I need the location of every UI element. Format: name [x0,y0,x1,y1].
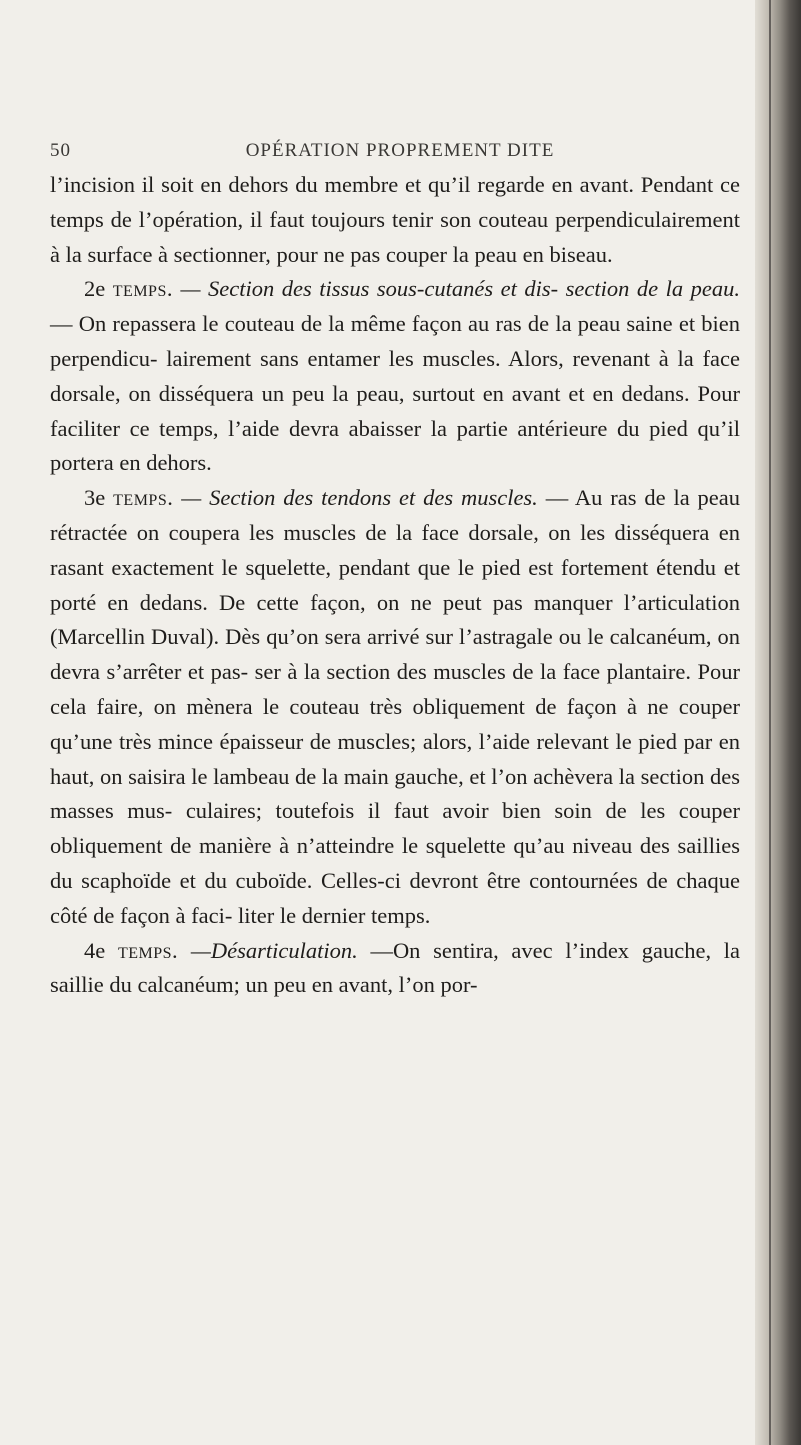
step-body-2: — On repassera le couteau de la même façon au ras de la peau saine et bien perpendicu- lairement sans entamer les muscles. Alors, revenant à la face dorsale, on disséquera un peu la peau, surtout en avant et en dedans. Pour faciliter ce temps, l’aide devra abaisser la partie antérieure du pied qu’il portera en dehors. [50,311,740,476]
step-number-4: 4e [84,937,106,963]
page-binding-line [769,0,771,1445]
page-edge-shadow [755,0,801,1445]
step-label-4: temps. [117,937,179,963]
step-title-2: — Section des tissus sous-cutanés et dis- section de la peau. [180,276,741,302]
step-label-2: temps. [112,276,173,302]
step-title-4: —Désarticulation. [190,937,358,963]
body-text [50,168,740,1003]
running-head: OPÉRATION PROPREMENT DITE [245,140,555,161]
step-title-3: — Section des tendons et des muscles. [181,485,538,511]
step-number-2: 2e [84,276,106,302]
paragraph-2 [50,272,740,481]
step-number-3: 3e [84,485,106,511]
page-header [50,140,750,168]
paragraph-1 [50,168,740,272]
paragraph-3 [50,481,740,933]
paragraph-4 [50,934,740,1004]
paragraph-1-text: l’incision il soit en dehors du membre et qu’il regarde en avant. Pendant ce temps de l’opération, il faut toujours tenir son couteau perpendiculairement à la surface à sectionner, pour ne pas couper la peau en biseau. [50,172,740,267]
step-body-3: — Au ras de la peau rétractée on coupera les muscles de la face dorsale, on les disséquera en rasant exactement le squelette, pendant que le pied est fortement étendu et porté en dedans. De cette façon, on ne peut pas manquer l’articulation (Marcellin Duval). Dès qu’on sera arrivé sur l’astragale ou le calcanéum, on devra s’arrêter et pas- ser à la section des muscles de la face plantaire. Pour cela faire, on mènera le couteau très obliquement de façon à ne couper qu’une très mince épaisseur de muscles; alors, l’aide relevant le pied par en haut, on saisira le lambeau de la main gauche, et l’on achèvera la section des masses mus- culaires; toutefois il faut avoir bien soin de les couper obliquement de manière à n’atteindre le squelette qu’au niveau des saillies du scaphoïde et du cuboïde. Celles-ci devront être contournées de chaque côté de façon à faci- liter le dernier temps. [50,485,741,928]
step-body-4: —On sentira, avec l’index gauche, la saillie du calcanéum; un peu en avant, l’on por- [50,937,741,998]
page-number: 50 [50,140,71,161]
step-label-3: temps. [113,485,174,511]
